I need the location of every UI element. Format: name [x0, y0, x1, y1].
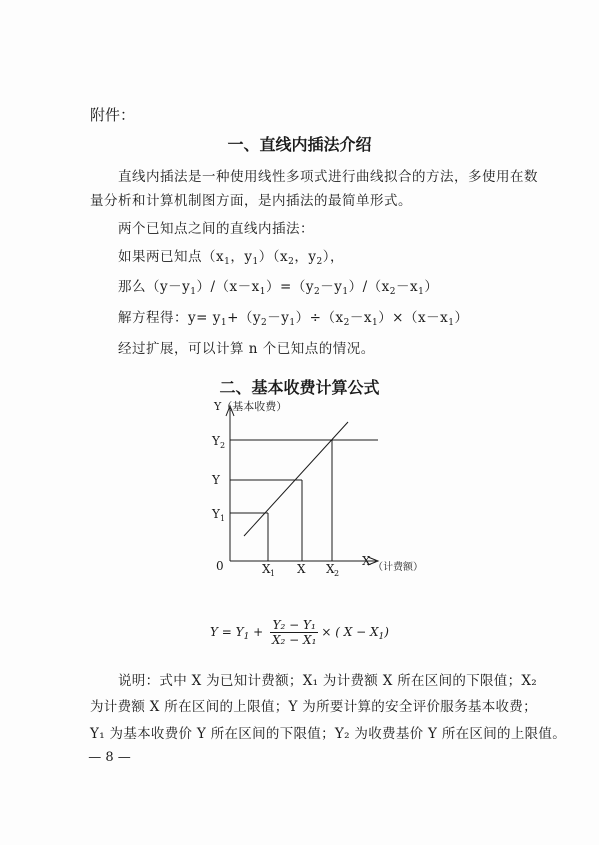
then-equation-line: 那么$(y-y_1)/(x-x_1)=(y_2-y_1)/(x_2-x_1)$: [118, 279, 439, 297]
page-number: — 8 —: [88, 750, 131, 765]
section2-title: 二、基本收费计算公式: [219, 378, 380, 397]
extend-line: 经过扩展，可以计算 n 个已知点的情况。: [118, 341, 375, 357]
y1-tick-label: Y: [212, 507, 220, 521]
y2-tick-sub: 2: [220, 441, 226, 450]
y1-tick-sub: 1: [220, 514, 226, 523]
y-axis-label: Y（基本收费）: [214, 400, 288, 413]
note-line-1: 说明：式中 X 为已知计费额；X₁ 为计费额 X 所在区间的下限值；X₂: [118, 673, 538, 689]
y2-tick-label: Y: [212, 434, 220, 448]
intro-line-1: 直线内插法是一种使用线性多项式进行曲线拟合的方法，多使用在数: [118, 169, 538, 185]
y-tick-label: Y: [212, 473, 220, 487]
origin-label: 0: [216, 559, 224, 573]
x1-tick-sub: 1: [270, 569, 276, 578]
note-line-2: 为计费额 X 所在区间的上限值；Y 为所要计算的安全评价服务基本收费；: [90, 699, 537, 715]
interpolation-graph: [200, 398, 400, 578]
basic-fee-formula: $Y = Y_1$ + $\frac{\text{Y₂ − Y₁}}{\text{X₂ − X₁}}$ × ( $X - X_1$): [210, 618, 389, 647]
x-axis-note: （计费额）: [373, 562, 423, 573]
section1-title: 一、直线内插法介绍: [227, 135, 372, 154]
x2-tick-label: X: [326, 562, 335, 576]
two-points-line: 两个已知点之间的直线内插法：: [118, 221, 314, 237]
x-axis-label: X: [362, 554, 371, 568]
x1-tick-label: X: [262, 562, 271, 576]
given-points-line: 如果两已知点（$x_1$，$y_1)(x_2$，$y_2$），: [118, 249, 344, 267]
attachment-label: 附件：: [90, 106, 136, 124]
solve-equation-line: 解方程得：$y= y_1+(y_2-y_1)\div(x_2-x_1)\times(x-x_1)$: [118, 310, 469, 328]
x-tick-label: X: [297, 562, 306, 576]
intro-line-2: 量分析和计算机制图方面，是内插法的最简单形式。: [90, 193, 412, 209]
x2-tick-sub: 2: [334, 569, 340, 578]
formula-fraction: $\frac{\text{Y₂ − Y₁}}{\text{X₂ − X₁}}$: [272, 618, 317, 647]
note-line-3: Y₁ 为基本收费价 Y 所在区间的下限值；Y₂ 为收费基价 Y 所在区间的上限值。: [90, 726, 567, 742]
